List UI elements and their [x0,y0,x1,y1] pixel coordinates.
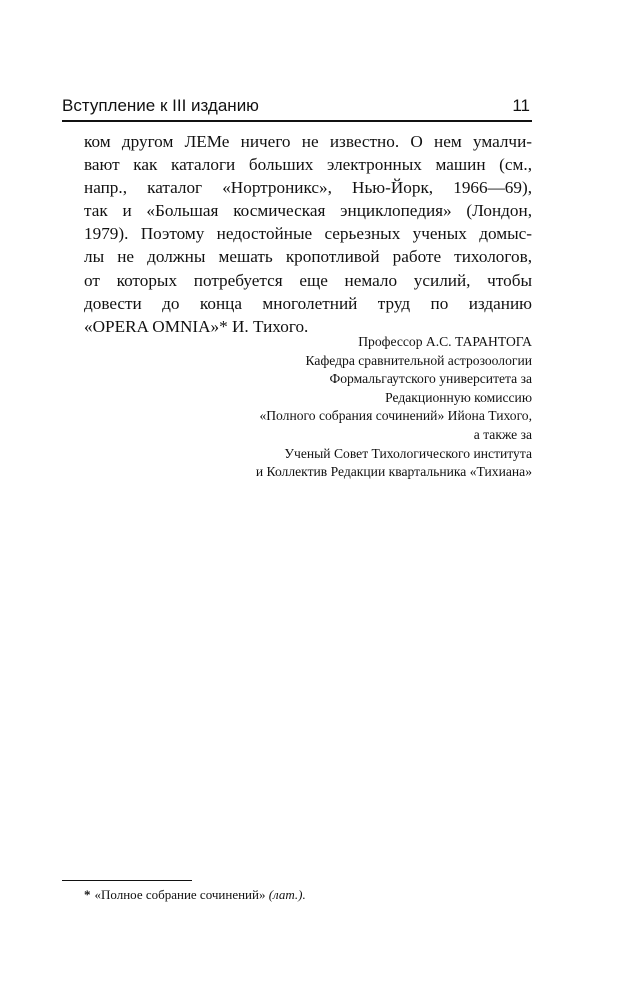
body-line: так и «Большая космическая энциклопедия» (Лондон, [84,201,532,221]
running-header-title: Вступление к III изданию [62,96,259,115]
body-line: 1979). Поэтому недостойные серьезных ученых домыс- [84,224,532,244]
signature-line: Профессор А.С. ТАРАНТОГА [358,334,532,349]
signature-line: и Коллектив Редакции квартальника «Тихиана» [255,464,532,480]
signature-line: а также за [473,426,532,442]
body-paragraph [84,130,532,338]
signature-line: Ученый Совет Тихологического института [284,445,532,461]
body-line: от которых потребуется еще немало усилий, чтобы [84,270,532,290]
body-line: лы не должны мешать кропотливой работе тихологов, [84,247,532,267]
signature-line: «Полного собрания сочинений» Ийона Тихого, [259,408,532,424]
body-line: «OPERA OMNIA»* И. Тихого. [84,316,309,336]
signature-block [112,333,532,482]
page-number: 11 [512,96,530,115]
signature-line: Кафедра сравнительной астрозоологии [305,352,532,368]
footnote-language: (лат.). [268,887,306,902]
footnote-marker: * [84,887,91,902]
body-line: вают как каталоги больших электронных машин (см., [84,155,532,175]
footnote-text: «Полное собрание сочинений» [94,887,266,902]
body-line: ком другом ЛЕМе ничего не известно. О нем умалчи- [84,132,532,151]
body-line: довести до конца многолетний труд по изданию [84,293,532,313]
footnote-divider [62,880,192,881]
footnote [84,887,306,903]
signature-line: Редакционную комиссию [385,389,532,405]
running-header [62,90,532,122]
signature-line: Формальгаутского университета за [329,371,532,387]
body-line: напр., каталог «Нортроникс», Нью-Йорк, 1966—69), [84,178,532,198]
